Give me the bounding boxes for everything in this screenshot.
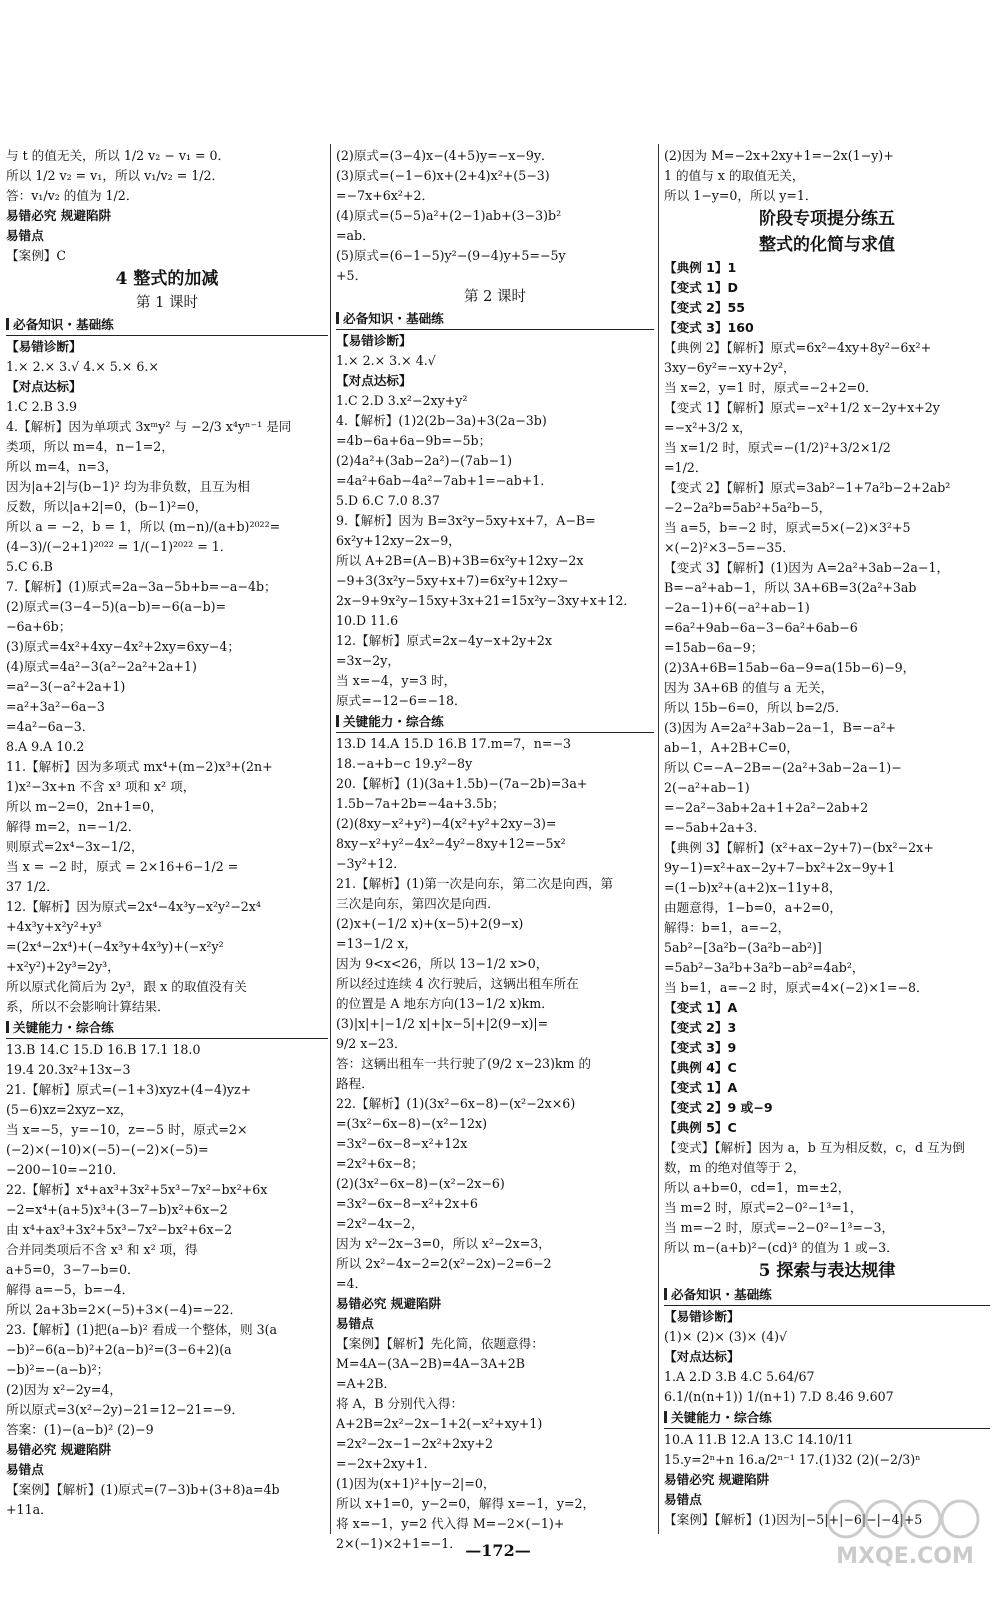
answer-line: 当 x=2，y=1 时，原式=−2+2=0． [664, 380, 878, 395]
answer-line: =−5ab+2a+3． [664, 820, 766, 835]
label-line: 【典例 1】1 [664, 260, 737, 275]
answer-line: 当 a=5，b=−2 时，原式=5×(−2)×3²+5 [664, 520, 911, 535]
label-line: 【易错诊断】 [664, 1309, 740, 1324]
answer-line: 三次是向东，第四次是向西． [336, 896, 500, 911]
answer-line: =6a²+9ab−6a−3−6a²+6ab−6 [664, 620, 858, 635]
answer-line: =2x²−2x−1−2x²+2xy+2 [336, 1436, 494, 1451]
answer-line: =(2x⁴−2x⁴)+(−4x³y+4x³y)+(−x²y² [6, 939, 224, 954]
answer-line: 8xy−x²+y²−4x²−4y²−8xy+12=−5x² [336, 836, 566, 851]
label-line: 【变式 2】9 或−9 [664, 1100, 773, 1115]
answer-line: −2=x⁴+(a+5)x³+(3−7−b)x²+6x−2 [6, 1202, 228, 1217]
answer-line: 当 b=1，a=−2 时，原式=4×(−2)×1=−8． [664, 980, 929, 995]
section-heading: 阶段专项提分练五 [759, 209, 895, 229]
answer-line: =a²−3(−a²+2a+1) [6, 679, 126, 694]
answer-line: −6a+6b； [6, 619, 72, 634]
answer-line: ab−1，A+2B+C=0， [664, 740, 799, 755]
bar-marker-icon [6, 318, 9, 330]
answer-column-left [6, 146, 328, 1520]
answer-line: 5.C 6.B [6, 559, 53, 574]
answer-line: 所以 1/2 v₂ = v₁，所以 v₁/v₂ = 1/2． [6, 168, 225, 183]
answer-line: 1.5b−7a+2b=−4a+3.5b； [336, 796, 505, 811]
answer-line: 系，所以不会影响计算结果． [6, 999, 170, 1014]
answer-line: 所以 x+1=0，y−2=0，解得 x=−1，y=2， [336, 1496, 596, 1511]
bar-marker-icon [664, 1288, 667, 1300]
answer-line: 则原式=2x⁴−3x−1/2， [6, 839, 144, 854]
answer-line: =(3x²−6x−8)−(x²−12x) [336, 1116, 487, 1131]
label-line: 易错必究 规避陷阱 [336, 1296, 442, 1311]
label-line: 【易错诊断】 [336, 333, 412, 348]
answer-line: 将 A，B 分别代入得： [336, 1396, 464, 1411]
answer-line: 类项，所以 m=4，n−1=2， [6, 439, 174, 454]
answer-line: 【典例 3】【解析】(x²+ax−2y+7)−(bx²−2x+ [664, 840, 934, 855]
answer-line: −3y²+12． [336, 856, 406, 871]
answer-line: =5ab²−3a²b+3a²b−ab²=4ab²， [664, 960, 865, 975]
answer-line: 6x²y+12xy−2x−9， [336, 533, 461, 548]
answer-line: 【典例 2】【解析】原式=6x²−4xy+8y²−6x²+ [664, 340, 932, 355]
answer-line: 由题意得，1−b=0，a+2=0， [664, 900, 842, 915]
answer-line: 【变式】【解析】因为 a，b 互为相反数，c，d 互为倒 [664, 1140, 965, 1155]
answer-line: 5.D 6.C 7.0 8.37 [336, 493, 440, 508]
answer-line: −b)²=−(a−b)²； [6, 1362, 110, 1377]
answer-line: −b)²−6(a−b)²+2(a−b)²=(3−6+2)(a [6, 1342, 232, 1357]
answer-line: 15.y=2ⁿ+n 16.a/2ⁿ⁻¹ 17.(1)32 (2)(−2/3)ⁿ [664, 1452, 921, 1467]
answer-line: 解得：b=1，a=−2， [664, 920, 791, 935]
answer-line: (2)4a²+(3ab−2a²)−(7ab−1) [336, 453, 513, 468]
answer-line: =3x²−6x−8−x²+12x [336, 1136, 468, 1151]
answer-line: =a²+3a²−6a−3 [6, 699, 105, 714]
answer-line: (1)因为(x+1)²+|y−2|=0， [336, 1476, 496, 1491]
answer-line: +x²y²)+2y³=2y³， [6, 959, 120, 974]
section-bar [664, 1407, 990, 1429]
answer-line: B=−a²+ab−1，所以 3A+6B=3(2a²+3ab [664, 580, 917, 595]
section-heading: 整式的化简与求值 [759, 235, 895, 255]
section-bar-label: 关键能力・综合练 [343, 714, 444, 729]
section-bar [336, 308, 654, 330]
label-line: 【典例 4】C [664, 1060, 737, 1075]
answer-line: 9.【解析】因为 B=3x²y−5xy+x+7，A−B= [336, 513, 596, 528]
answer-column-right [664, 146, 990, 1530]
answer-line: 12.【解析】原式=2x−4y−x+2y+2x [336, 633, 552, 648]
answer-line: 5ab²−[3a²b−(3a²b−ab²)] [664, 940, 822, 955]
answer-line: =1/2． [664, 460, 708, 475]
answer-line: (−2)×(−10)×(−5)−(−2)×(−5)= [6, 1142, 209, 1157]
answer-line: =13−1/2 x， [336, 936, 418, 951]
answer-line: 【变式 3】【解析】(1)因为 A=2a²+3ab−2a−1， [664, 560, 950, 575]
label-line: 易错点 [336, 1316, 374, 1331]
answer-line: 1)x²−3x+n 不含 x³ 项和 x² 项， [6, 779, 196, 794]
answer-line: 9/2 x−23． [336, 1036, 407, 1051]
label-line: 【变式 2】55 [664, 300, 746, 315]
answer-line: 13.D 14.A 15.D 16.B 17.m=7，n=−3 [336, 736, 572, 751]
answer-line: =3x−2y， [336, 653, 400, 668]
label-line: 【变式 1】A [664, 1080, 738, 1095]
section-bar [664, 1284, 990, 1306]
answer-line: 答：v₁/v₂ 的值为 1/2． [6, 188, 139, 203]
answer-line: 所以原式=3(x²−2y)−21=12−21=−9． [6, 1402, 245, 1417]
answer-line: 所以原式化简后为 2y³，跟 x 的取值没有关 [6, 979, 247, 994]
answer-line: (3)|x|+|−1/2 x|+|x−5|+|2(9−x)|= [336, 1016, 549, 1031]
answer-line: =4b−6a+6a−9b=−5b； [336, 433, 492, 448]
answer-line: 22.【解析】x⁴+ax³+3x²+5x³−7x²−bx²+6x [6, 1182, 268, 1197]
label-line: 【对点达标】 [6, 379, 82, 394]
watermark-logo [822, 1497, 988, 1569]
answer-line: 答案：(1)−(a−b)² (2)−9 [6, 1422, 154, 1437]
answer-line: 1.C 2.D 3.x²−2xy+y² [336, 393, 468, 408]
answer-line: 当 x = −2 时，原式 = 2×16+6−1/2 = [6, 859, 239, 874]
answer-line: −2a−1)+6(−a²+ab−1) [664, 600, 810, 615]
answer-line: 22.【解析】(1)(3x²−6x−8)−(x²−2x×6) [336, 1096, 576, 1111]
bar-marker-icon [336, 312, 339, 324]
answer-line: (2)因为 x²−2y=4， [6, 1382, 123, 1397]
answer-line: (2)因为 M=−2x+2xy+1=−2x(1−y)+ [664, 148, 894, 163]
answer-line: (1)× (2)× (3)× (4)√ [664, 1329, 788, 1344]
answer-line: 所以 1−y=0，所以 y=1． [664, 188, 818, 203]
answer-line: 9y−1)=x²+ax−2y+7−bx²+2x−9y+1 [664, 860, 896, 875]
answer-line: 【案例】C [6, 248, 67, 263]
column-divider [658, 144, 659, 1534]
answer-line: 2x−9+9x²y−15xy+3x+21=15x²y−3xy+x+12． [336, 593, 636, 608]
answer-line: 2×(−1)×2+1=−1． [336, 1536, 462, 1551]
answer-line: 数，m 的绝对值等于 2， [664, 1160, 806, 1175]
answer-line: (3)原式=(−1−6)x+(2+4)x²+(5−3) [336, 168, 550, 183]
answer-line: 所以 A+2B=(A−B)+3B=6x²y+12xy−2x [336, 553, 584, 568]
lesson-heading: 第 1 课时 [136, 295, 198, 311]
answer-line: 所以 a+b=0，cd=1，m=±2， [664, 1180, 851, 1195]
answer-line: 所以 15b−6=0，所以 b=2/5． [664, 700, 848, 715]
answer-line: 18.−a+b−c 19.y²−8y [336, 756, 473, 771]
answer-line: 23.【解析】(1)把(a−b)² 看成一个整体，则 3(a [6, 1322, 278, 1337]
answer-line: 【案例】【解析】先化简，依题意得： [336, 1336, 544, 1351]
answer-line: 4.【解析】(1)2(2b−3a)+3(2a−3b) [336, 413, 547, 428]
answer-line: 21.【解析】原式=(−1+3)xyz+(4−4)yz+ [6, 1082, 252, 1097]
label-line: 【变式 1】A [664, 1000, 738, 1015]
answer-line: 1.× 2.× 3.√ 4.× 5.× 6.× [6, 359, 159, 374]
watermark-text: MXQE.COM [836, 1544, 974, 1569]
answer-line: 所以 a = −2，b = 1，所以 (m−n)/(a+b)²⁰²²= [6, 519, 281, 534]
answer-line: 当 x=−5，y=−10，z=−5 时，原式=2× [6, 1122, 248, 1137]
answer-line: 1.× 2.× 3.× 4.√ [336, 353, 436, 368]
answer-line: 3xy−6y²=−xy+2y²， [664, 360, 796, 375]
answer-line: =4． [336, 1276, 368, 1291]
answer-line: −9+3(3x²y−5xy+x+7)=6x²y+12xy− [336, 573, 569, 588]
answer-line: 与 t 的值无关，所以 1/2 v₂ − v₁ = 0． [6, 148, 231, 163]
answer-line: =ab． [336, 228, 375, 243]
answer-line: +5． [336, 268, 368, 283]
answer-line: 7.【解析】(1)原式=2a−3a−5b+b=−a−4b； [6, 579, 277, 594]
answer-line: (3)原式=4x²+4xy−4x²+2xy=6xy−4； [6, 639, 240, 654]
answer-line: 11.【解析】因为多项式 mx⁴+(m−2)x³+(2n+ [6, 759, 273, 774]
section-bar-label: 关键能力・综合练 [671, 1410, 772, 1425]
answer-line: 【案例】【解析】(1)因为|−5|+|−6|−|−4|+5 [664, 1512, 923, 1527]
answer-line: =4a²+6ab−4a²−7ab+1=−ab+1． [336, 473, 553, 488]
answer-line: 由 x⁴+ax³+3x²+5x³−7x²−bx²+6x−2 [6, 1222, 233, 1237]
section-bar [6, 314, 328, 336]
answer-line: =−2x+2xy+1． [336, 1456, 437, 1471]
section-bar [336, 711, 654, 733]
answer-line: 【变式 1】【解析】原式=−x²+1/2 x−2y+x+2y [664, 400, 940, 415]
answer-line: a+5=0，3−7−b=0． [6, 1262, 140, 1277]
answer-line: 解得 m=2，n=−1/2． [6, 819, 141, 834]
answer-line: 所以 m−(a+b)²−(cd)³ 的值为 1 或−3． [664, 1240, 899, 1255]
lesson-heading: 第 2 课时 [464, 289, 526, 305]
answer-line: (2)(3x²−6x−8)−(x²−2x−6) [336, 1176, 505, 1191]
answer-line: 答：这辆出租车一共行驶了(9/2 x−23)km 的 [336, 1056, 592, 1071]
section-bar-label: 必备知识・基础练 [671, 1287, 772, 1302]
label-line: 易错必究 规避陷阱 [664, 1472, 770, 1487]
answer-line: 当 x=−4，y=3 时， [336, 673, 457, 688]
section-heading: 5 探索与表达规律 [758, 1261, 896, 1281]
answer-line: 所以经过连续 4 次行驶后，这辆出租车所在 [336, 976, 579, 991]
answer-line: −200−10=−210． [6, 1162, 125, 1177]
label-line: 【变式 1】D [664, 280, 738, 295]
column-divider [330, 144, 331, 1534]
answer-line: A+2B=2x²−2x−1+2(−x²+xy+1) [336, 1416, 543, 1431]
label-line: 易错点 [664, 1492, 702, 1507]
answer-line: (2)x+(−1/2 x)+(x−5)+2(9−x) [336, 916, 524, 931]
answer-line: 当 m=−2 时，原式=−2−0²−1³=−3， [664, 1220, 895, 1235]
answer-line: =−7x+6x²+2． [336, 188, 435, 203]
answer-line: 37 1/2． [6, 879, 59, 894]
answer-line: 【变式 2】【解析】原式=3ab²−1+7a²b−2+2ab² [664, 480, 951, 495]
label-line: 【对点达标】 [664, 1349, 740, 1364]
answer-line: 因为 3A+6B 的值与 a 无关， [664, 680, 834, 695]
answer-line: 反数，所以|a+2|=0，(b−1)²=0， [6, 499, 208, 514]
answer-line: =2x²+6x−8； [336, 1156, 424, 1171]
section-heading: 4 整式的加减 [115, 269, 219, 289]
answer-line: M=4A−(3A−2B)=4A−3A+2B [336, 1356, 525, 1371]
answer-line: (4)原式=(5−5)a²+(2−1)ab+(3−3)b² [336, 208, 562, 223]
answer-line: (2)原式=(3−4)x−(4+5)y=−x−9y． [336, 148, 554, 163]
label-line: 【对点达标】 [336, 373, 412, 388]
answer-line: 4.【解析】因为单项式 3xᵐy² 与 −2/3 x⁴yⁿ⁻¹ 是同 [6, 419, 292, 434]
answer-line: +11a． [6, 1502, 53, 1517]
label-line: 【变式 2】3 [664, 1020, 737, 1035]
answer-line: 的位置是 A 地东方向(13−1/2 x)km． [336, 996, 554, 1011]
answer-line: 10.A 11.B 12.A 13.C 14.10/11 [664, 1432, 854, 1447]
answer-line: (5−6)xz=2xyz−xz， [6, 1102, 133, 1117]
answer-line: =2x²−4x−2， [336, 1216, 424, 1231]
label-line: 易错点 [6, 1462, 44, 1477]
answer-line: 合并同类项后不含 x³ 和 x² 项，得 [6, 1242, 198, 1257]
answer-line: 当 x=1/2 时，原式=−(1/2)²+3/2×1/2 [664, 440, 891, 455]
answer-line: 因为|a+2|与(b−1)² 均为非负数，且互为相 [6, 479, 250, 494]
answer-line: =3x²−6x−8−x²+2x+6 [336, 1196, 478, 1211]
answer-line: 1.C 2.B 3.9 [6, 399, 77, 414]
answer-line: 所以 2x²−4x−2=2(x²−2x)−2=6−2 [336, 1256, 552, 1271]
answer-line: 21.【解析】(1)第一次是向东，第二次是向西，第 [336, 876, 614, 891]
answer-line: (4−3)/(−2+1)²⁰²² = 1/(−1)²⁰²² = 1． [6, 539, 233, 554]
answer-line: 6.1/(n(n+1)) 1/(n+1) 7.D 8.46 9.607 [664, 1389, 894, 1404]
section-bar-label: 必备知识・基础练 [343, 311, 444, 326]
answer-line: 【案例】【解析】(1)原式=(7−3)b+(3+8)a=4b [6, 1482, 280, 1497]
answer-line: 路程． [336, 1076, 374, 1091]
answer-line: =15ab−6a−9； [664, 640, 764, 655]
section-bar-label: 关键能力・综合练 [13, 1020, 114, 1035]
answer-line: =(1−b)x²+(a+2)x−11y+8， [664, 880, 842, 895]
answer-line: 将 x=−1，y=2 代入得 M=−2×(−1)+ [336, 1516, 565, 1531]
answer-line: 原式=−12−6=−18． [336, 693, 467, 708]
answer-line: (3)因为 A=2a²+3ab−2a−1，B=−a²+ [664, 720, 897, 735]
answer-line: =−2a²−3ab+2a+1+2a²−2ab+2 [664, 800, 869, 815]
answer-line: 19.4 20.3x²+13x−3 [6, 1062, 131, 1077]
answer-line: 所以 2a+3b=2×(−5)+3×(−4)=−22． [6, 1302, 243, 1317]
answer-line: (5)原式=(6−1−5)y²−(9−4)y+5=−5y [336, 248, 566, 263]
answer-line: 13.B 14.C 15.D 16.B 17.1 18.0 [6, 1042, 201, 1057]
answer-line: =−x²+3/2 x， [664, 420, 752, 435]
label-line: 【变式 3】160 [664, 320, 754, 335]
answer-line: 所以 C=−A−2B=−(2a²+3ab−2a−1)− [664, 760, 902, 775]
label-line: 【变式 3】9 [664, 1040, 737, 1055]
answer-line: 所以 m=4，n=3， [6, 459, 118, 474]
page-number: —172— [465, 1541, 531, 1560]
bar-marker-icon [6, 1021, 9, 1033]
answer-line: (4)原式=4a²−3(a²−2a²+2a+1) [6, 659, 197, 674]
answer-line: 20.【解析】(1)(3a+1.5b)−(7a−2b)=3a+ [336, 776, 588, 791]
answer-line: 2(−a²+ab−1) [664, 780, 750, 795]
answer-line: =A+2B． [336, 1376, 397, 1391]
answer-line: −2−2a²b=5ab²+5a²b−5， [664, 500, 832, 515]
label-line: 【易错诊断】 [6, 339, 82, 354]
label-line: 易错必究 规避陷阱 [6, 1442, 112, 1457]
answer-line: 因为 9<x<26，所以 13−1/2 x>0， [336, 956, 549, 971]
bar-marker-icon [336, 715, 339, 727]
answer-column-middle [336, 146, 654, 1554]
answer-line: =4a²−6a−3． [6, 719, 95, 734]
label-line: 易错点 [6, 228, 44, 243]
answer-line: 1 的值与 x 的取值无关， [664, 168, 805, 183]
answer-line: 8.A 9.A 10.2 [6, 739, 85, 754]
answer-line: 12.【解析】因为原式=2x⁴−4x³y−x²y²−2x⁴ [6, 899, 261, 914]
answer-line: (2)原式=(3−4−5)(a−b)=−6(a−b)= [6, 599, 227, 614]
answer-line: ×(−2)²×3−5=−35． [664, 540, 795, 555]
answer-line: (2)3A+6B=15ab−6a−9=a(15b−6)−9， [664, 660, 916, 675]
bar-marker-icon [664, 1411, 667, 1423]
answer-line: 1.A 2.D 3.B 4.C 5.64/67 [664, 1369, 815, 1384]
section-bar-label: 必备知识・基础练 [13, 317, 114, 332]
answer-line: 解得 a=−5，b=−4． [6, 1282, 135, 1297]
label-line: 【典例 5】C [664, 1120, 737, 1135]
answer-line: +4x³y+x²y²+y³ [6, 919, 102, 934]
answer-line: 当 m=2 时，原式=2−0²−1³=1， [664, 1200, 863, 1215]
answer-line: 因为 x²−2x−3=0，所以 x²−2x=3， [336, 1236, 551, 1251]
label-line: 易错必究 规避陷阱 [6, 208, 112, 223]
answer-line: (2)(8xy−x²+y²)−4(x²+y²+2xy−3)= [336, 816, 557, 831]
section-bar [6, 1017, 328, 1039]
answer-line: 所以 m−2=0，2n+1=0， [6, 799, 163, 814]
answer-line: 10.D 11.6 [336, 613, 399, 628]
